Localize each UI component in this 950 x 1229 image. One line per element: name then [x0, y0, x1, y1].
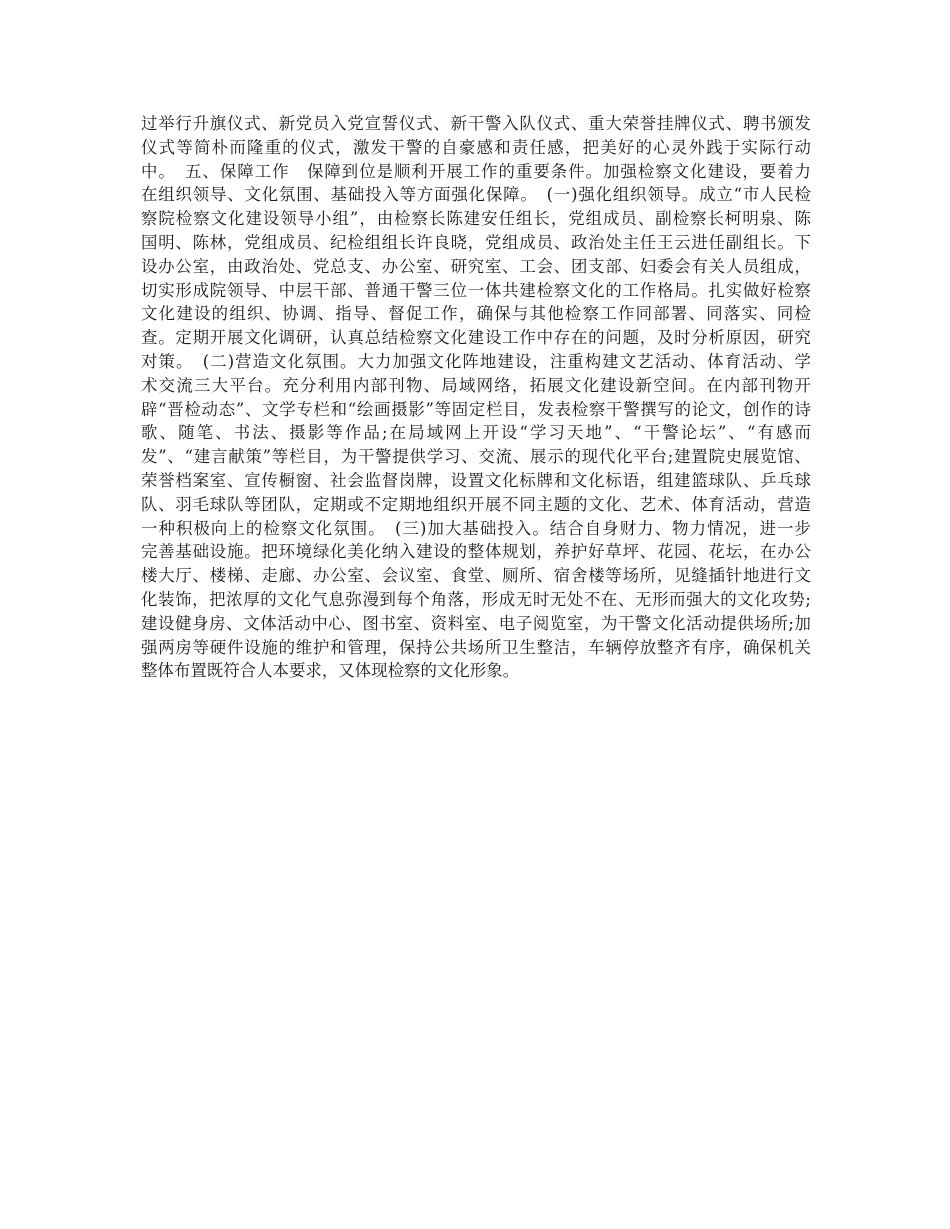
text-line: 发”、“建言献策”等栏目，为干警提供学习、交流、展示的现代化平台;建置院史展览馆、	[141, 447, 811, 467]
text-line: 术交流三大平台。充分利用内部刊物、局域网络，拓展文化建设新空间。在内部刊物开	[141, 375, 811, 395]
text-line: 设办公室，由政治处、党总支、办公室、研究室、工会、团支部、妇委会有关人员组成，	[141, 256, 811, 276]
text-line: 完善基础设施。把环境绿化美化纳入建设的整体规划，养护好草坪、花园、花坛，在办公	[141, 542, 811, 562]
text-line: 察院检察文化建设领导小组”，由检察长陈建安任组长，党组成员、副检察长柯明泉、陈	[141, 209, 811, 229]
text-line: 过举行升旗仪式、新党员入党宣誓仪式、新干警入队仪式、重大荣誉挂牌仪式、聘书颁发	[141, 114, 811, 133]
text-line: 楼大厅、楼梯、走廊、办公室、会议室、食堂、厕所、宿舍楼等场所，见缝插针地进行文	[141, 566, 811, 586]
body-paragraph	[141, 112, 811, 683]
text-line: 国明、陈林，党组成员、纪检组组长许良晓，党组成员、政治处主任王云进任副组长。下	[141, 232, 811, 252]
text-line: 对策。 (二)营造文化氛围。大力加强文化阵地建设，注重构建文艺活动、体育活动、学	[141, 351, 811, 371]
text-line: 仪式等简朴而隆重的仪式，激发干警的自豪感和责任感，把美好的心灵外践于实际行动	[141, 137, 811, 157]
text-line: 文化建设的组织、协调、指导、督促工作，确保与其他检察工作同部署、同落实、同检	[141, 304, 811, 324]
text-line: 整体布置既符合人本要求，又体现检察的文化形象。	[141, 661, 520, 681]
text-line: 一种积极向上的检察文化氛围。 (三)加大基础投入。结合自身财力、物力情况，进一步	[141, 518, 811, 538]
text-line: 查。定期开展文化调研，认真总结检察文化建设工作中存在的问题，及时分析原因，研究	[141, 328, 811, 348]
text-line: 荣誉档案室、宣传橱窗、社会监督岗牌，设置文化标牌和文化标语，组建篮球队、乒乓球	[141, 470, 811, 490]
text-line: 中。 五、保障工作 保障到位是顺利开展工作的重要条件。加强检察文化建设，要着力	[141, 161, 811, 181]
text-line: 歌、随笔、书法、摄影等作品;在局域网上开设“学习天地”、“干警论坛”、“有感而	[141, 423, 811, 443]
text-line: 强两房等硬件设施的维护和管理，保持公共场所卫生整洁，车辆停放整齐有序，确保机关	[141, 637, 811, 657]
text-line: 队、羽毛球队等团队，定期或不定期地组织开展不同主题的文化、艺术、体育活动，营造	[141, 494, 811, 514]
text-line: 建设健身房、文体活动中心、图书室、资料室、电子阅览室，为干警文化活动提供场所;加	[141, 613, 811, 633]
text-line: 化装饰，把浓厚的文化气息弥漫到每个角落，形成无时无处不在、无形而强大的文化攻势;	[141, 589, 811, 609]
text-line: 切实形成院领导、中层干部、普通干警三位一体共建检察文化的工作格局。扎实做好检察	[141, 280, 811, 300]
text-line: 在组织领导、文化氛围、基础投入等方面强化保障。 (一)强化组织领导。成立“市人民检	[141, 185, 811, 205]
text-line: 辟“晋检动态”、文学专栏和“绘画摄影”等固定栏目，发表检察干警撰写的论文，创作的诗	[141, 399, 811, 419]
